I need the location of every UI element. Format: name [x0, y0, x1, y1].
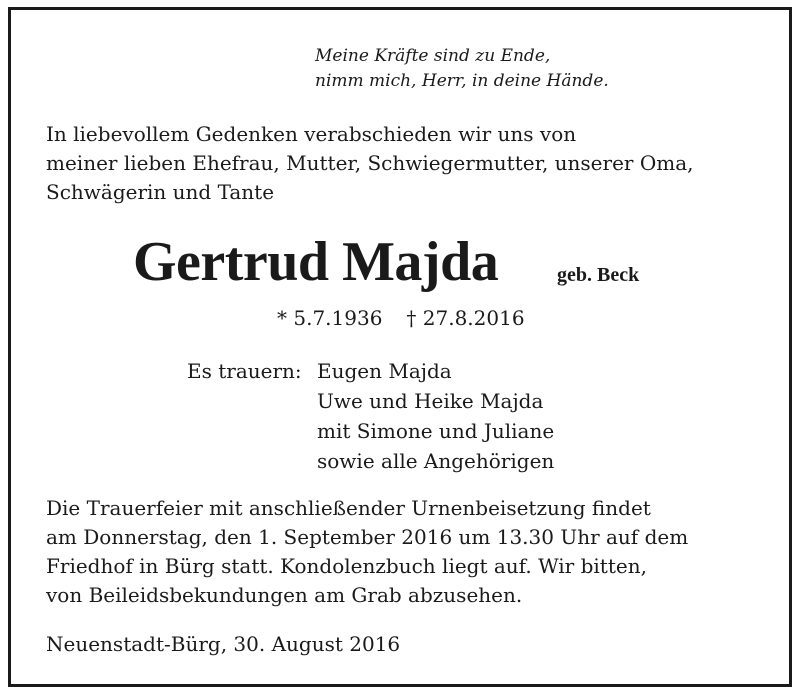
deceased-name: Gertrud Majda: [133, 231, 499, 293]
deceased-name-row: [133, 230, 640, 294]
life-dates: [277, 305, 525, 331]
ceremony-line: von Beileidsbekundungen am Grab abzusehen.: [46, 583, 523, 607]
obituary-notice: [8, 7, 792, 687]
mourner-line: mit Simone und Juliane: [317, 419, 555, 443]
motto-line: Meine Kräfte sind zu Ende,: [315, 46, 551, 66]
mourners-label: Es trauern:: [187, 359, 302, 383]
place-and-date: Neuenstadt-Bürg, 30. August 2016: [46, 632, 401, 656]
intro-text: [46, 120, 693, 207]
intro-line: meiner lieben Ehefrau, Mutter, Schwiegermutter, unserer Oma,: [46, 151, 694, 175]
mourner-line: Uwe und Heike Majda: [317, 389, 544, 413]
mourners-list: [317, 356, 554, 476]
motto-verse: [315, 44, 609, 94]
birth-date: * 5.7.1936: [277, 306, 383, 330]
mourner-line: Eugen Majda: [317, 359, 452, 383]
ceremony-line: am Donnerstag, den 1. September 2016 um 13.30 Uhr auf dem: [46, 525, 689, 549]
intro-line: Schwägerin und Tante: [46, 180, 275, 204]
ceremony-text: [46, 494, 688, 610]
intro-line: In liebevollem Gedenken verabschieden wir uns von: [46, 122, 577, 146]
ceremony-line: Die Trauerfeier mit anschließender Urnenbeisetzung findet: [46, 496, 651, 520]
ceremony-line: Friedhof in Bürg statt. Kondolenzbuch liegt auf. Wir bitten,: [46, 554, 647, 578]
mourner-line: sowie alle Angehörigen: [317, 449, 555, 473]
motto-line: nimm mich, Herr, in deine Hände.: [315, 71, 609, 91]
death-date: † 27.8.2016: [406, 306, 525, 330]
maiden-name: geb. Beck: [557, 264, 640, 286]
